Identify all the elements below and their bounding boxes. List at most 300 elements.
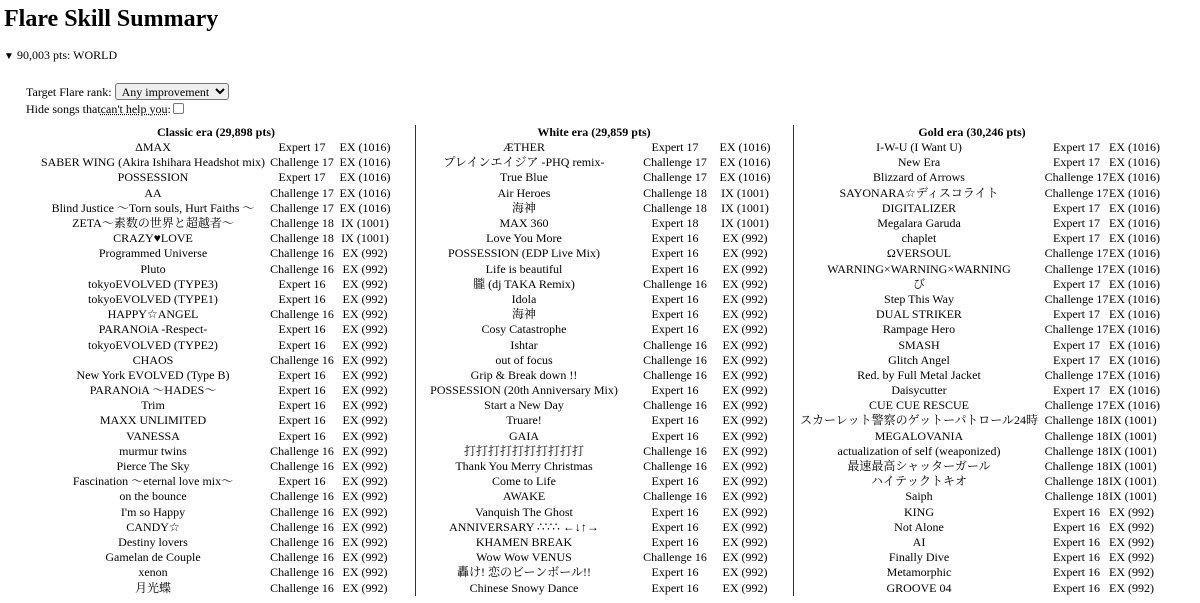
song-name: Thank You Merry Christmas	[455, 459, 593, 474]
song-name: Start a New Day	[484, 398, 564, 413]
song-name: AI	[912, 534, 926, 549]
disclosure-triangle-icon: ▼	[4, 51, 14, 62]
table-row	[794, 170, 1150, 185]
table-row	[38, 216, 394, 231]
flare-rank: EX (992)	[722, 489, 768, 504]
flare-rank: EX (1016)	[1109, 276, 1160, 291]
table-row	[38, 565, 394, 580]
chart-difficulty: Expert 17	[1053, 155, 1100, 170]
table-row	[416, 535, 772, 550]
table-row	[416, 520, 772, 535]
chart-difficulty: Challenge 16	[270, 565, 334, 580]
flare-rank: EX (992)	[342, 489, 388, 504]
table-row	[416, 246, 772, 261]
table-row	[416, 262, 772, 277]
flare-rank: IX (1001)	[341, 216, 389, 231]
chart-difficulty: Challenge 17	[1044, 322, 1109, 337]
table-row	[38, 398, 394, 413]
song-name: Megalara Garuda	[877, 216, 961, 231]
table-row	[416, 353, 772, 368]
flare-rank: EX (1016)	[719, 170, 771, 185]
chart-difficulty: Expert 16	[651, 231, 699, 246]
chart-difficulty: Challenge 16	[270, 519, 334, 534]
flare-rank: EX (992)	[342, 413, 388, 428]
chart-difficulty: Expert 16	[278, 398, 326, 413]
chart-difficulty: Challenge 17	[643, 170, 707, 185]
song-name: HAPPY☆ANGEL	[107, 307, 199, 322]
chart-difficulty: Challenge 17	[1044, 170, 1109, 185]
song-name: Step This Way	[884, 291, 954, 306]
song-name: WARNING×WARNING×WARNING	[827, 261, 1011, 276]
table-row	[416, 459, 772, 474]
table-row	[38, 140, 394, 155]
song-name: 轟け! 恋のビーンボール!!	[456, 565, 592, 580]
table-row	[38, 262, 394, 277]
table-row	[38, 170, 394, 185]
chart-difficulty: Challenge 16	[270, 443, 334, 458]
table-row	[794, 459, 1150, 474]
hide-songs-label-abbr: can't help you	[100, 101, 168, 116]
flare-rank: EX (992)	[722, 580, 768, 595]
song-name: CHAOS	[132, 352, 174, 367]
chart-difficulty: Expert 16	[278, 276, 326, 291]
song-name: Vanquish The Ghost	[475, 504, 573, 519]
table-row	[416, 398, 772, 413]
song-name: chaplet	[901, 231, 937, 246]
flare-rank: EX (1016)	[1109, 216, 1160, 231]
song-name: Rampage Hero	[882, 322, 956, 337]
chart-difficulty: Challenge 17	[1044, 261, 1109, 276]
table-row	[38, 474, 394, 489]
chart-difficulty: Challenge 16	[270, 352, 334, 367]
table-row	[416, 337, 772, 352]
flare-rank: EX (992)	[342, 246, 388, 261]
table-row	[38, 277, 394, 292]
table-row	[416, 444, 772, 459]
song-name: DUAL STRIKER	[876, 307, 962, 322]
chart-difficulty: Challenge 17	[270, 185, 334, 200]
flare-rank: EX (992)	[342, 322, 388, 337]
table-row	[794, 413, 1150, 428]
chart-difficulty: Challenge 18	[1044, 474, 1109, 489]
flare-rank: EX (1016)	[1109, 200, 1160, 215]
song-name: tokyoEVOLVED (TYPE1)	[88, 291, 218, 306]
table-row	[416, 550, 772, 565]
table-row	[38, 337, 394, 352]
flare-rank: EX (1016)	[1109, 155, 1160, 170]
flare-rank: EX (992)	[342, 337, 388, 352]
chart-difficulty: Challenge 18	[1044, 489, 1109, 504]
table-row	[416, 307, 772, 322]
chart-difficulty: Expert 16	[278, 322, 326, 337]
chart-difficulty: Expert 17	[651, 140, 699, 155]
hide-songs-label-pre: Hide songs that	[26, 101, 101, 116]
era-column-white	[415, 125, 772, 596]
chart-difficulty: Challenge 16	[270, 550, 334, 565]
flare-rank: EX (992)	[722, 534, 768, 549]
chart-difficulty: Challenge 16	[643, 337, 707, 352]
table-row	[38, 368, 394, 383]
song-name: POSSESSION	[117, 170, 189, 185]
flare-rank: EX (1016)	[1109, 261, 1160, 276]
table-row	[38, 155, 394, 170]
flare-rank: EX (992)	[722, 504, 768, 519]
chart-difficulty: Challenge 17	[1044, 185, 1109, 200]
flare-rank: EX (992)	[722, 261, 768, 276]
flare-rank: EX (992)	[1109, 504, 1154, 519]
flare-rank: EX (992)	[722, 246, 768, 261]
table-row	[794, 262, 1150, 277]
total-points-label: 90,003 pts: WORLD	[17, 48, 118, 62]
flare-rank: EX (992)	[342, 580, 388, 595]
song-name: New Era	[897, 155, 941, 170]
total-summary-toggle[interactable]	[4, 47, 117, 65]
chart-difficulty: Challenge 16	[270, 246, 334, 261]
song-name: Not Alone	[894, 519, 944, 534]
song-name: tokyoEVOLVED (TYPE2)	[88, 337, 218, 352]
chart-difficulty: Expert 17	[1053, 140, 1100, 155]
chart-difficulty: Expert 16	[278, 474, 326, 489]
chart-difficulty: Expert 16	[1053, 550, 1100, 565]
table-row	[794, 398, 1150, 413]
flare-rank: EX (992)	[342, 261, 388, 276]
song-name: KHAMEN BREAK	[475, 534, 573, 549]
flare-rank: EX (992)	[1109, 580, 1154, 595]
flare-rank: EX (1016)	[339, 185, 391, 200]
song-name: VANESSA	[126, 428, 180, 443]
era-column-classic	[38, 125, 394, 596]
table-row	[38, 383, 394, 398]
table-row	[794, 216, 1150, 231]
table-row	[416, 368, 772, 383]
song-name: MAX 360	[499, 216, 549, 231]
hide-songs-checkbox[interactable]	[173, 103, 184, 114]
chart-difficulty: Expert 16	[651, 519, 699, 534]
flare-rank: EX (1016)	[339, 200, 391, 215]
table-row	[416, 155, 772, 170]
table-row	[794, 368, 1150, 383]
chart-difficulty: Challenge 18	[270, 231, 334, 246]
table-row	[416, 383, 772, 398]
song-name: ΔMAX	[135, 140, 171, 155]
song-name: Pierce The Sky	[116, 459, 190, 474]
chart-difficulty: Expert 16	[1053, 519, 1100, 534]
flare-rank: EX (992)	[342, 398, 388, 413]
flare-rank: EX (1016)	[1109, 352, 1160, 367]
song-name: True Blue	[500, 170, 548, 185]
flare-rank: EX (992)	[342, 291, 388, 306]
filter-controls	[26, 83, 229, 117]
table-row	[38, 201, 394, 216]
era-song-table	[416, 140, 772, 596]
flare-rank: EX (992)	[722, 398, 768, 413]
song-name: Red. by Full Metal Jacket	[857, 367, 981, 382]
song-name: SMASH	[898, 337, 940, 352]
flare-rank: EX (1016)	[339, 140, 391, 155]
chart-difficulty: Expert 17	[1053, 216, 1100, 231]
chart-difficulty: Challenge 18	[1044, 413, 1109, 428]
flare-rank: EX (992)	[722, 459, 768, 474]
flare-rank: EX (992)	[342, 459, 388, 474]
chart-difficulty: Challenge 16	[643, 352, 707, 367]
table-row	[38, 520, 394, 535]
flare-rank: IX (1001)	[1109, 489, 1157, 504]
flare-rank: IX (1001)	[1109, 459, 1157, 474]
chart-difficulty: Challenge 17	[270, 155, 334, 170]
song-name: POSSESSION (20th Anniversary Mix)	[430, 383, 618, 398]
chart-difficulty: Challenge 18	[1044, 443, 1109, 458]
chart-difficulty: Challenge 16	[270, 307, 334, 322]
chart-difficulty: Challenge 17	[1044, 367, 1109, 382]
flare-rank: EX (1016)	[339, 170, 391, 185]
song-name: Destiny lovers	[118, 534, 188, 549]
era-title: Classic era (29,898 pts)	[157, 125, 275, 139]
table-row	[794, 307, 1150, 322]
chart-difficulty: Expert 18	[651, 216, 699, 231]
target-rank-row	[26, 83, 229, 100]
chart-difficulty: Challenge 18	[1044, 428, 1109, 443]
song-name: tokyoEVOLVED (TYPE3)	[88, 276, 218, 291]
song-name: スカーレット警察のゲットーパトロール24時	[799, 413, 1039, 428]
chart-difficulty: Expert 16	[651, 307, 699, 322]
table-row	[38, 459, 394, 474]
song-name: Idola	[511, 291, 537, 306]
flare-rank: EX (992)	[342, 428, 388, 443]
song-name: SAYONARA☆ディスコライト	[839, 185, 999, 200]
table-row	[416, 277, 772, 292]
table-row	[416, 474, 772, 489]
chart-difficulty: Expert 16	[278, 337, 326, 352]
hide-songs-label-post: :	[167, 101, 171, 116]
table-row	[416, 292, 772, 307]
table-row	[38, 322, 394, 337]
era-title: White era (29,859 pts)	[537, 125, 651, 139]
table-row	[416, 322, 772, 337]
song-name: 打打打打打打打打打打	[463, 443, 584, 458]
flare-rank: EX (992)	[342, 534, 388, 549]
table-row	[794, 322, 1150, 337]
chart-difficulty: Challenge 18	[643, 200, 707, 215]
flare-rank: EX (1016)	[1109, 398, 1160, 413]
table-row	[416, 565, 772, 580]
table-row	[38, 307, 394, 322]
target-rank-select[interactable]	[115, 83, 229, 100]
flare-rank: EX (992)	[342, 276, 388, 291]
chart-difficulty: Expert 16	[278, 291, 326, 306]
table-row	[416, 505, 772, 520]
table-row	[794, 186, 1150, 201]
song-name: Wow Wow VENUS	[476, 550, 572, 565]
song-name: I-W-U (I Want U)	[876, 140, 962, 155]
era-song-table	[794, 140, 1160, 596]
chart-difficulty: Challenge 17	[1044, 291, 1109, 306]
chart-difficulty: Challenge 16	[643, 489, 707, 504]
flare-rank: EX (992)	[722, 307, 768, 322]
flare-rank: EX (992)	[722, 383, 768, 398]
song-name: PARANOiA ～HADES～	[89, 383, 217, 398]
table-row	[416, 429, 772, 444]
flare-rank: EX (1016)	[1109, 140, 1160, 155]
chart-difficulty: Expert 17	[278, 140, 326, 155]
flare-rank: EX (1016)	[1109, 185, 1160, 200]
flare-rank: IX (1001)	[1109, 474, 1157, 489]
table-row	[794, 201, 1150, 216]
flare-rank: EX (992)	[722, 291, 768, 306]
song-name: び	[912, 276, 925, 291]
flare-rank: EX (1016)	[719, 155, 771, 170]
song-name: 海神	[511, 200, 536, 215]
song-name: Glitch Angel	[888, 352, 950, 367]
table-row	[38, 535, 394, 550]
flare-rank: EX (992)	[722, 352, 768, 367]
song-name: CRAZY♥LOVE	[113, 231, 193, 246]
table-row	[38, 505, 394, 520]
flare-rank: EX (1016)	[1109, 383, 1160, 398]
flare-rank: EX (992)	[722, 443, 768, 458]
table-row	[794, 353, 1150, 368]
flare-rank: EX (992)	[722, 231, 768, 246]
flare-rank: EX (1016)	[1109, 246, 1160, 261]
table-row	[794, 505, 1150, 520]
song-name: PARANOiA -Respect-	[98, 322, 208, 337]
song-name: Air Heroes	[497, 185, 551, 200]
flare-rank: EX (992)	[722, 337, 768, 352]
flare-rank: EX (992)	[342, 383, 388, 398]
flare-rank: EX (1016)	[1109, 231, 1160, 246]
song-name: Saiph	[905, 489, 933, 504]
chart-difficulty: Expert 16	[278, 413, 326, 428]
song-name: Life is beautiful	[485, 261, 563, 276]
table-row	[416, 140, 772, 155]
song-name: CANDY☆	[126, 519, 180, 534]
song-name: Gamelan de Couple	[105, 550, 201, 565]
chart-difficulty: Expert 16	[278, 383, 326, 398]
song-name: actualization of self (weaponized)	[837, 443, 1001, 458]
song-name: New York EVOLVED (Type B)	[76, 367, 230, 382]
flare-rank: EX (992)	[722, 565, 768, 580]
table-row	[416, 216, 772, 231]
chart-difficulty: Challenge 18	[1044, 459, 1109, 474]
table-row	[794, 580, 1150, 595]
table-row	[416, 186, 772, 201]
flare-rank: EX (992)	[342, 519, 388, 534]
table-row	[416, 231, 772, 246]
chart-difficulty: Challenge 16	[270, 580, 334, 595]
song-name: Grip & Break down !!	[470, 367, 578, 382]
song-name: Truare!	[506, 413, 542, 428]
chart-difficulty: Challenge 18	[643, 185, 707, 200]
table-row	[794, 383, 1150, 398]
song-name: 朧 (dj TAKA Remix)	[473, 276, 575, 291]
flare-rank: IX (1001)	[721, 185, 769, 200]
chart-difficulty: Challenge 16	[270, 459, 334, 474]
table-row	[38, 580, 394, 595]
table-row	[416, 201, 772, 216]
table-row	[794, 444, 1150, 459]
song-name: Blind Justice ～Torn souls, Hurt Faiths ～	[51, 200, 255, 215]
flare-rank: EX (992)	[342, 367, 388, 382]
song-name: 海神	[511, 307, 536, 322]
chart-difficulty: Expert 16	[651, 428, 699, 443]
song-name: MAXX UNLIMITED	[99, 413, 207, 428]
table-row	[794, 337, 1150, 352]
chart-difficulty: Expert 16	[651, 322, 699, 337]
era-column-gold	[793, 125, 1160, 596]
chart-difficulty: Challenge 16	[643, 276, 707, 291]
table-row	[38, 246, 394, 261]
table-row	[38, 444, 394, 459]
flare-rank: EX (992)	[722, 474, 768, 489]
song-name: Love You More	[486, 231, 562, 246]
song-name: プレインエイジア -PHQ remix-	[443, 155, 605, 170]
flare-rank: IX (1001)	[1109, 443, 1157, 458]
table-row	[38, 353, 394, 368]
song-name: Fascination ～eternal love mix～	[72, 474, 234, 489]
flare-rank: EX (992)	[342, 565, 388, 580]
flare-rank: EX (992)	[342, 504, 388, 519]
flare-rank: EX (992)	[722, 519, 768, 534]
chart-difficulty: Expert 16	[1053, 534, 1100, 549]
song-name: Metamorphic	[886, 565, 952, 580]
table-row	[794, 292, 1150, 307]
chart-difficulty: Challenge 16	[270, 534, 334, 549]
chart-difficulty: Challenge 16	[270, 261, 334, 276]
flare-rank: EX (1016)	[1109, 322, 1160, 337]
table-row	[38, 429, 394, 444]
flare-rank: EX (992)	[722, 367, 768, 382]
chart-difficulty: Expert 16	[651, 534, 699, 549]
chart-difficulty: Expert 16	[651, 504, 699, 519]
chart-difficulty: Expert 16	[651, 246, 699, 261]
flare-rank: EX (992)	[722, 428, 768, 443]
table-row	[794, 565, 1150, 580]
table-row	[38, 292, 394, 307]
table-row	[416, 580, 772, 595]
song-name: Cosy Catastrophe	[481, 322, 567, 337]
chart-difficulty: Expert 16	[278, 367, 326, 382]
flare-rank: EX (992)	[1109, 550, 1154, 565]
chart-difficulty: Expert 16	[651, 261, 699, 276]
song-name: I'm so Happy	[120, 504, 186, 519]
flare-rank: IX (1001)	[1109, 413, 1157, 428]
chart-difficulty: Challenge 16	[643, 443, 707, 458]
flare-rank: EX (1016)	[339, 155, 391, 170]
song-name: ハイテックトキオ	[870, 474, 967, 489]
table-row	[794, 489, 1150, 504]
flare-rank: EX (992)	[722, 413, 768, 428]
chart-difficulty: Expert 16	[651, 291, 699, 306]
chart-difficulty: Expert 16	[278, 428, 326, 443]
song-name: SABER WING (Akira Ishihara Headshot mix)	[40, 155, 266, 170]
table-row	[416, 413, 772, 428]
song-name: KING	[904, 504, 934, 519]
flare-rank: EX (992)	[342, 443, 388, 458]
table-row	[794, 429, 1150, 444]
table-row	[416, 170, 772, 185]
flare-rank: IX (1001)	[721, 216, 769, 231]
chart-difficulty: Challenge 16	[643, 550, 707, 565]
chart-difficulty: Challenge 17	[1044, 398, 1109, 413]
flare-rank: IX (1001)	[341, 231, 389, 246]
song-name: DIGITALIZER	[881, 200, 957, 215]
flare-rank: EX (1016)	[1109, 367, 1160, 382]
flare-rank: EX (992)	[1109, 565, 1154, 580]
table-row	[38, 550, 394, 565]
flare-rank: EX (992)	[722, 322, 768, 337]
chart-difficulty: Challenge 16	[270, 489, 334, 504]
song-name: Pluto	[140, 261, 166, 276]
chart-difficulty: Challenge 17	[1044, 246, 1109, 261]
